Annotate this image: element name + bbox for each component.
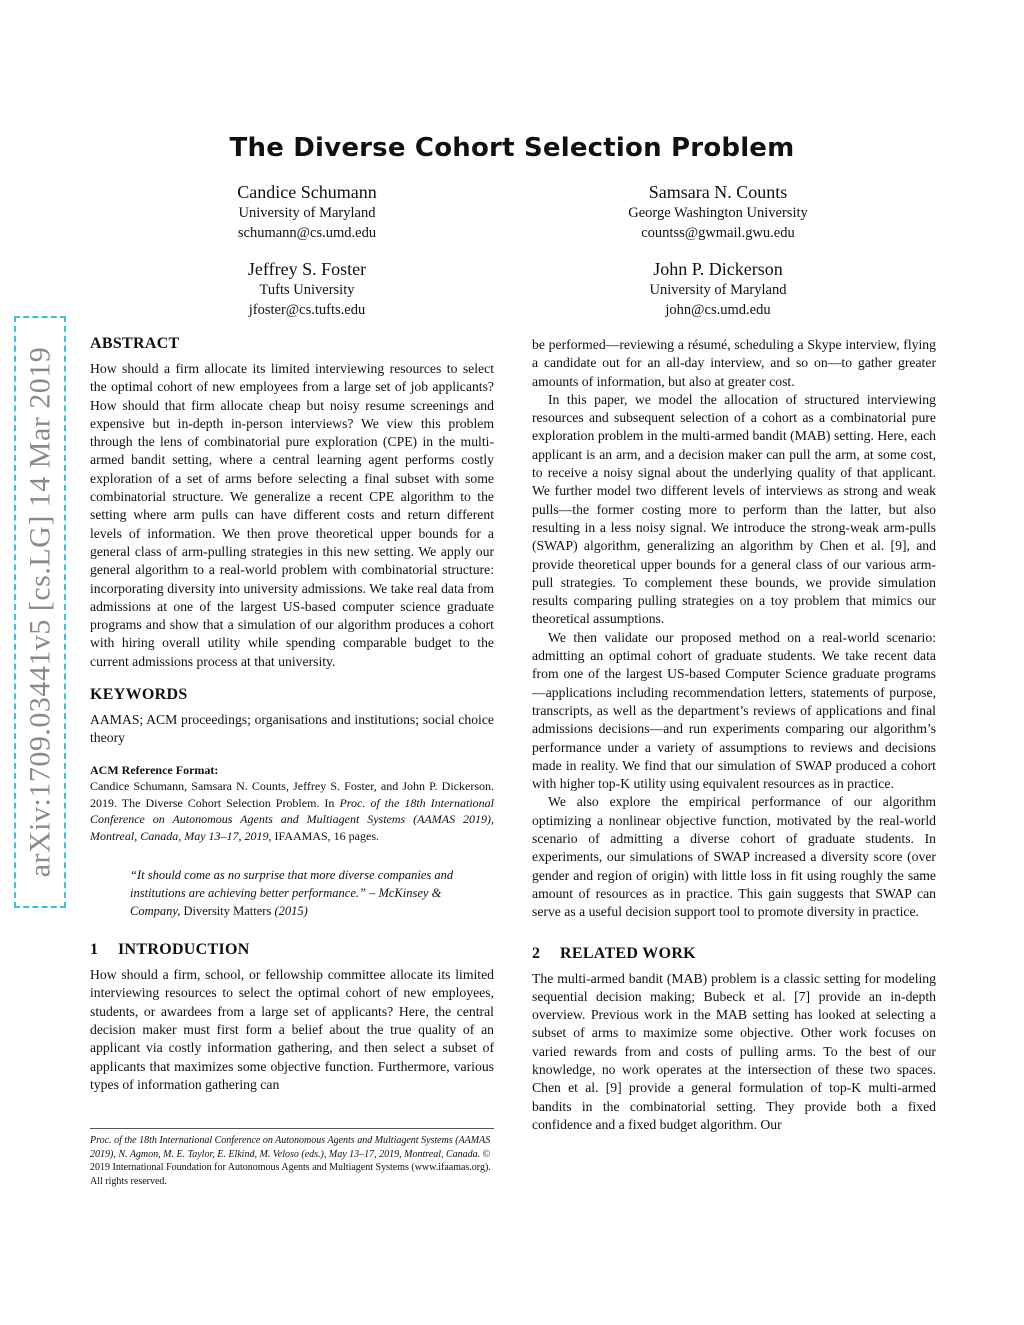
- arxiv-stamp: [14, 316, 66, 908]
- acm-reference-heading: ACM Reference Format:: [90, 762, 219, 777]
- acm-reference-text: Candice Schumann, Samsara N. Counts, Jeffrey S. Foster, and John P. Dickerson. 2019. The Diverse Cohort Selection Problem. In: [90, 779, 494, 810]
- author-name: Samsara N. Counts: [648, 182, 788, 202]
- arxiv-stamp-text: arXiv:1709.03441v5 [cs.LG] 14 Mar 2019: [23, 346, 56, 878]
- abstract-text: How should a firm allocate its limited interviewing resources to select the optimal cohort of new employees from a large set of job applicants? How should that firm allocate cheap but noisy resume screenings and expensive but in-depth in-person interviews? We view this problem through the lens of combinatorial pure exploration (CPE) in the multi-armed bandit setting, where a central learning agent performs costly exploration of a set of arms before selecting a final subset with some combinatorial structure. We generalize a recent CPE algorithm to the setting where arm pulls can have different costs and return different levels of information. We then prove theoretical upper bounds for a general class of arm-pulling strategies in this new setting. We apply our general algorithm to a real-world problem with combinatorial structure: incorporating diversity into university admissions. We take real data from admissions at one of the largest US-based computer science graduate programs and show that a simulation of our algorithm produces a cohort with hiring overall utility while spending comparable budget to the current admissions process at that university.: [90, 361, 494, 669]
- intro-paragraph-1: How should a firm, school, or fellowship committee allocate its limited interviewing resources to select the optimal cohort of new employees, students, or awardees from a large set of applicants? Here, the central decision maker must first form a belief about the true quality of an applicant via costly information gathering, and then select a subset of applicants that maximizes some objective function. Furthermore, various types of information gathering can: [90, 967, 494, 1092]
- related-heading-text: RELATED WORK: [560, 944, 696, 962]
- author-email: jfoster@cs.tufts.edu: [248, 302, 366, 318]
- footnote-proceedings: Proc. of the 18th International Conference on Autonomous Agents and Multiagent Systems (AAMAS 2019), N. Agmon, M. E. Taylor, E. Elkind, M. Veloso (eds.), May 13–17, 2019, Montreal, Canada.: [90, 1135, 491, 1160]
- keywords-text: AAMAS; ACM proceedings; organisations and institutions; social choice theory: [90, 712, 494, 746]
- intro-section-number: 1: [90, 941, 99, 959]
- intro-heading-text: INTRODUCTION: [118, 941, 250, 959]
- related-section-number: 2: [532, 944, 541, 962]
- author-name: Jeffrey S. Foster: [247, 259, 367, 279]
- quote-source: Diversity Matters: [180, 904, 275, 919]
- paper-title: The Diverse Cohort Selection Problem: [229, 133, 795, 163]
- epigraph-quote: [90, 866, 494, 920]
- intro-paragraph-1-continued: be performed—reviewing a résumé, scheduling a Skype interview, flying a candidate out for an all-day interview, and so on—to gather greater amounts of information, but also at greater cost.: [532, 337, 936, 389]
- intro-paragraph-3: We then validate our proposed method on a real-world scenario: admitting an optimal cohort of graduate students. We take recent data from one of the largest US-based Computer Science graduate programs—applications including recommendation letters, statements of purpose, transcripts, as well as the department’s reviews of applications and final admissions decisions—and run experiments comparing our algorithm’s performance under a variety of assumptions to reviews and decisions made in reality. We find that our simulation of SWAP produced a cohort with higher top-K utility using equivalent resources as in practice.: [532, 629, 936, 792]
- author-affiliation: University of Maryland: [649, 282, 787, 298]
- author-email: countss@gwmail.gwu.edu: [641, 225, 795, 241]
- keywords-heading: KEYWORDS: [90, 686, 188, 704]
- author-affiliation: Tufts University: [259, 282, 355, 298]
- author-affiliation: University of Maryland: [238, 205, 376, 221]
- footnote: [90, 1128, 494, 1188]
- footnote-copyright: © 2019 International Foundation for Autonomous Agents and Multiagent Systems (www.ifaamas.org). All rights reserved.: [90, 1148, 491, 1187]
- author-block: [538, 258, 898, 320]
- intro-paragraph-2: In this paper, we model the allocation of structured interviewing resources and subsequent selection of a cohort as a combinatorial pure exploration problem in the multi-armed bandit (MAB) setting. Here, each applicant is an arm, and a decision maker can pull the arm, at some cost, to receive a noisy signal about the underlying quality of that applicant. We further model two different levels of interviews as strong and weak pulls—the former costing more to perform than the latter, but also resulting in a less noisy signal. We introduce the strong-weak arm-pulls (SWAP) algorithm, generalizing an algorithm by Chen et al. [9], and provide theoretical upper bounds for a general class of our various arm-pull strategies. To complement these bounds, we provide simulation results comparing pulling strategies on a toy problem that mimics our theoretical assumptions.: [532, 391, 936, 627]
- author-block: [538, 181, 898, 243]
- author-block: [127, 181, 487, 243]
- related-work-heading: [532, 944, 936, 964]
- author-affiliation: George Washington University: [628, 205, 808, 221]
- author-email: schumann@cs.umd.edu: [237, 225, 377, 241]
- author-email: john@cs.umd.edu: [665, 302, 771, 318]
- acm-reference: [90, 762, 494, 845]
- quote-year: (2015): [274, 904, 308, 919]
- related-work-paragraph-1: The multi-armed bandit (MAB) problem is a classic setting for modeling sequential decision making; Bubeck et al. [7] provide an in-depth overview. Previous work in the MAB setting has looked at selecting a subset of arms to maximize some objective. Other work focuses on varied rewards from and costs of pulling arms. To the best of our knowledge, no work operates at the intersection of these two spaces. Chen et al. [9] provide a general formulation of top-K multi-armed bandits in the combinatorial setting. They provide both a fixed confidence and a fixed budget algorithm. Our: [532, 970, 936, 1132]
- intro-paragraph-4: We also explore the empirical performance of our algorithm optimizing a nonlinear objective function, motivated by the real-world scenario of admitting a diverse cohort of graduate students. In experiments, our simulations of SWAP increased a diversity score (over gender and region of origin) with little loss in fit using roughly the same amount of resources as in practice. This gain suggests that SWAP can serve as a useful decision support tool to promote diversity in practice.: [532, 794, 936, 920]
- right-column: [532, 336, 936, 1134]
- left-column: [90, 334, 494, 1094]
- intro-heading: [90, 940, 494, 960]
- author-name: John P. Dickerson: [653, 259, 783, 279]
- quote-text: “It should come as no surprise that more diverse companies and institutions are achieving better performance.” – McKinsey & Company,: [130, 868, 454, 919]
- acm-reference-venue: Proc. of the 18th International Conference on Autonomous Agents and Multiagent Systems (AAMAS 2019), Montreal, Canada, May 13–17, 2019,: [90, 795, 494, 843]
- author-name: Candice Schumann: [237, 182, 377, 202]
- abstract-heading: ABSTRACT: [90, 335, 180, 352]
- acm-reference-publisher: IFAAMAS, 16 pages.: [271, 828, 379, 843]
- author-block: [127, 258, 487, 320]
